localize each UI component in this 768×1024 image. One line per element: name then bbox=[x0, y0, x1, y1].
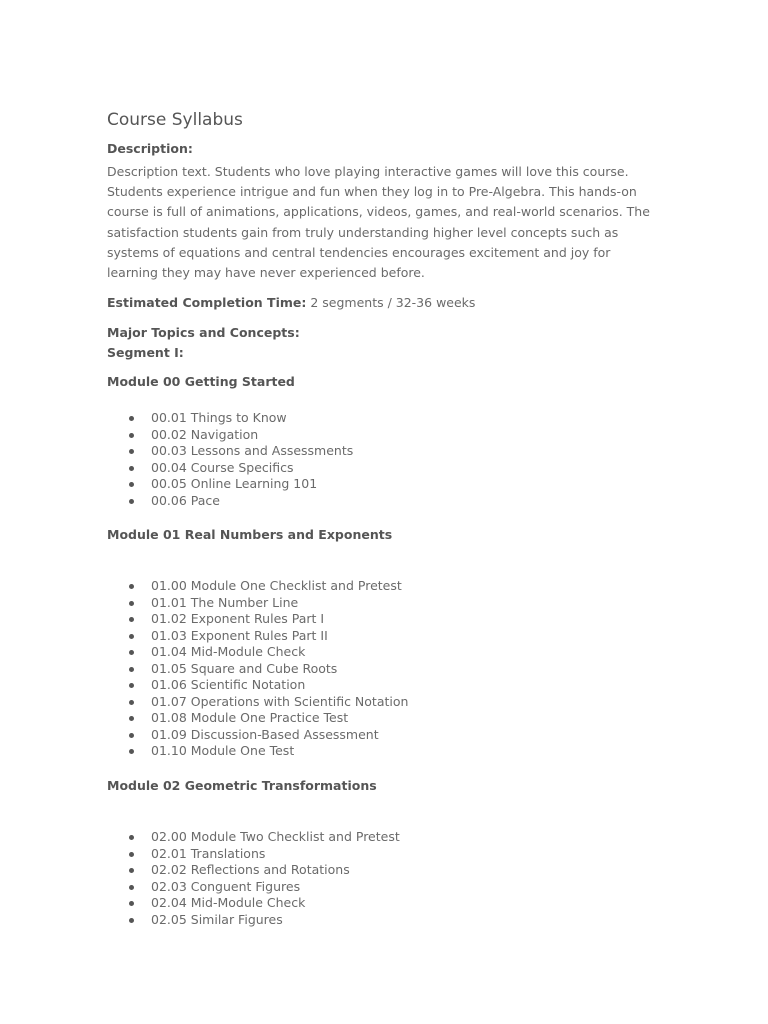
bullet-icon bbox=[129, 482, 134, 487]
module-topic-list bbox=[107, 829, 400, 928]
bullet-icon bbox=[129, 868, 134, 873]
list-item-label: 01.03 Exponent Rules Part II bbox=[151, 627, 328, 643]
list-item-label: 00.01 Things to Know bbox=[151, 410, 287, 425]
list-item-label: 01.07 Operations with Scientific Notation bbox=[151, 693, 409, 709]
list-item-label: 00.03 Lessons and Assessments bbox=[151, 443, 354, 458]
completion-time-row bbox=[107, 295, 475, 310]
bullet-icon bbox=[129, 918, 134, 923]
description-label: Description: bbox=[107, 141, 193, 156]
list-item bbox=[107, 710, 408, 727]
list-item-label: 02.03 Conguent Figures bbox=[151, 878, 301, 894]
list-item-label: 01.10 Module One Test bbox=[151, 743, 295, 758]
list-item bbox=[107, 476, 353, 493]
bullet-icon bbox=[129, 683, 134, 688]
major-topics-label: Major Topics and Concepts: bbox=[107, 325, 300, 340]
list-item bbox=[107, 879, 400, 896]
list-item bbox=[107, 743, 408, 760]
page-title: Course Syllabus bbox=[107, 110, 243, 130]
bullet-icon bbox=[129, 733, 134, 738]
list-item bbox=[107, 829, 400, 846]
module-heading: Module 02 Geometric Transformations bbox=[107, 778, 377, 793]
bullet-icon bbox=[129, 634, 134, 639]
bullet-icon bbox=[129, 852, 134, 857]
list-item-label: 01.05 Square and Cube Roots bbox=[151, 660, 338, 676]
list-item bbox=[107, 912, 400, 929]
list-item-label: 01.08 Module One Practice Test bbox=[151, 710, 349, 725]
list-item bbox=[107, 595, 408, 612]
list-item bbox=[107, 427, 353, 444]
completion-time-value: 2 segments / 32-36 weeks bbox=[310, 295, 476, 310]
bullet-icon bbox=[129, 466, 134, 471]
bullet-icon bbox=[129, 667, 134, 672]
list-item bbox=[107, 862, 400, 879]
list-item bbox=[107, 578, 408, 595]
list-item-label: 00.02 Navigation bbox=[151, 426, 259, 442]
list-item bbox=[107, 493, 353, 510]
bullet-icon bbox=[129, 901, 134, 906]
bullet-icon bbox=[129, 617, 134, 622]
list-item-label: 02.02 Reflections and Rotations bbox=[151, 862, 350, 877]
bullet-icon bbox=[129, 601, 134, 606]
list-item-label: 01.04 Mid-Module Check bbox=[151, 644, 306, 659]
list-item bbox=[107, 443, 353, 460]
bullet-icon bbox=[129, 449, 134, 454]
list-item-label: 02.01 Translations bbox=[151, 845, 266, 861]
bullet-icon bbox=[129, 700, 134, 705]
list-item bbox=[107, 410, 353, 427]
bullet-icon bbox=[129, 885, 134, 890]
bullet-icon bbox=[129, 716, 134, 721]
list-item bbox=[107, 677, 408, 694]
module-heading: Module 00 Getting Started bbox=[107, 374, 295, 389]
bullet-icon bbox=[129, 499, 134, 504]
list-item bbox=[107, 727, 408, 744]
completion-time-label: Estimated Completion Time: bbox=[107, 295, 307, 310]
list-item bbox=[107, 460, 353, 477]
description-text: Description text. Students who love playing interactive games will love this course. Students experience intrigue and fun when they log in to Pre-Algebra. This hands-on course is full of animations, applications, videos, games, and real-world scenarios. The satisfaction students gain from truly understanding higher level concepts such as systems of equations and central tendencies encourages excitement and joy for learning they may have never experienced before. bbox=[107, 164, 650, 281]
bullet-icon bbox=[129, 416, 134, 421]
list-item-label: 01.02 Exponent Rules Part I bbox=[151, 611, 325, 626]
bullet-icon bbox=[129, 749, 134, 754]
list-item bbox=[107, 694, 408, 711]
list-item-label: 01.06 Scientific Notation bbox=[151, 677, 306, 692]
module-topic-list bbox=[107, 410, 353, 509]
list-item-label: 00.04 Course Specifics bbox=[151, 459, 294, 475]
list-item-label: 01.09 Discussion-Based Assessment bbox=[151, 726, 379, 742]
module-heading: Module 01 Real Numbers and Exponents bbox=[107, 527, 393, 542]
list-item-label: 01.01 The Number Line bbox=[151, 594, 299, 610]
list-item-label: 02.05 Similar Figures bbox=[151, 911, 283, 927]
list-item-label: 00.06 Pace bbox=[151, 492, 220, 508]
module-topic-list bbox=[107, 578, 408, 760]
list-item bbox=[107, 628, 408, 645]
list-item bbox=[107, 846, 400, 863]
list-item-label: 01.00 Module One Checklist and Pretest bbox=[151, 578, 402, 593]
bullet-icon bbox=[129, 584, 134, 589]
bullet-icon bbox=[129, 835, 134, 840]
list-item bbox=[107, 895, 400, 912]
list-item-label: 00.05 Online Learning 101 bbox=[151, 476, 318, 491]
list-item-label: 02.04 Mid-Module Check bbox=[151, 895, 306, 910]
list-item bbox=[107, 611, 408, 628]
segment-label: Segment I: bbox=[107, 345, 184, 360]
list-item-label: 02.00 Module Two Checklist and Pretest bbox=[151, 829, 400, 844]
list-item bbox=[107, 661, 408, 678]
bullet-icon bbox=[129, 433, 134, 438]
bullet-icon bbox=[129, 650, 134, 655]
list-item bbox=[107, 644, 408, 661]
